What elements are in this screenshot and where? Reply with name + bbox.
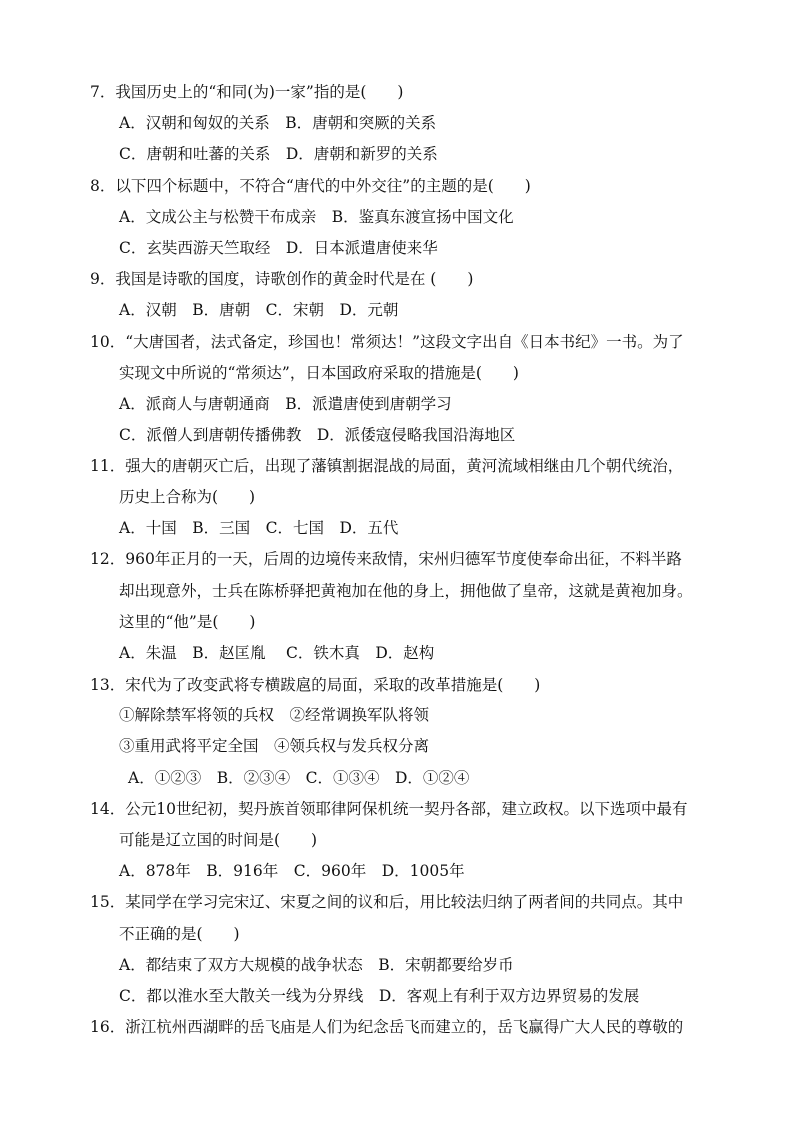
- question-number: 15．: [90, 893, 126, 911]
- question-7-option-line: C．唐朝和吐蕃的关系 D．唐朝和新罗的关系: [119, 145, 438, 163]
- question-number: 8．: [90, 177, 116, 195]
- question-15-option-line: A．都结束了双方大规模的战争状态 B．宋朝都要给岁币: [119, 956, 514, 974]
- question-text: 我国是诗歌的国度，诗歌创作的黄金时代是在 ( ): [115, 270, 474, 288]
- question-9-option-line: A．汉朝 B．唐朝 C．宋朝 D．元朝: [119, 301, 399, 319]
- question-16-stem: [90, 1017, 683, 1037]
- question-14-stem-continued: 可能是辽立国的时间是( ): [119, 831, 318, 849]
- question-15-stem-continued: 不正确的是( ): [119, 925, 240, 943]
- question-12-option-line: A．朱温 B．赵匡胤 C．铁木真 D．赵构: [119, 644, 435, 662]
- question-8-option-line: A．文成公主与松赞干布成亲 B．鉴真东渡宣扬中国文化: [119, 208, 514, 226]
- question-number: 10．: [90, 333, 126, 351]
- question-text: 我国历史上的“和同(为)一家”指的是( ): [115, 83, 404, 101]
- question-12-stem-continued: 却出现意外，士兵在陈桥驿把黄袍加在他的身上，拥他做了皇帝，这就是黄袍加身。: [119, 582, 693, 600]
- question-number: 14．: [90, 800, 126, 818]
- question-number: 13．: [90, 676, 126, 694]
- question-text: 公元10世纪初，契丹族首领耶律阿保机统一契丹各部，建立政权。以下选项中最有: [125, 800, 688, 818]
- question-7-option-line: A．汉朝和匈奴的关系 B．唐朝和突厥的关系: [119, 114, 437, 132]
- question-15-stem: [90, 892, 683, 912]
- question-11-stem: [90, 456, 683, 476]
- question-text: 浙江杭州西湖畔的岳飞庙是人们为纪念岳飞而建立的，岳飞赢得广大人民的尊敬的: [125, 1018, 684, 1036]
- question-14-option-line: A．878年 B．916年 C．960年 D．1005年: [119, 862, 465, 880]
- question-13-option-line: A．①②③ B．②③④ C．①③④ D．①②④: [128, 769, 470, 787]
- question-text: 某同学在学习完宋辽、宋夏之间的议和后，用比较法归纳了两者间的共同点。其中: [125, 893, 684, 911]
- question-number: 11．: [90, 457, 126, 475]
- question-9-stem: [90, 269, 473, 289]
- question-text: 960年正月的一天，后周的边境传来敌情，宋州归德军节度使奉命出征，不料半路: [125, 550, 682, 568]
- question-14-stem: [90, 799, 687, 819]
- question-10-option-line: C．派僧人到唐朝传播佛教 D．派倭寇侵略我国沿海地区: [119, 426, 516, 444]
- question-text: 以下四个标题中，不符合“唐代的中外交往”的主题的是( ): [115, 177, 531, 195]
- question-13-statement-line: ③重用武将平定全国 ④领兵权与发兵权分离: [119, 737, 430, 755]
- question-15-option-line: C．都以淮水至大散关一线为分界线 D．客观上有利于双方边界贸易的发展: [119, 987, 640, 1005]
- question-number: 7．: [90, 83, 116, 101]
- question-8-option-line: C．玄奘西游天竺取经 D．日本派遣唐使来华: [119, 239, 438, 257]
- question-text: 宋代为了改变武将专横跋扈的局面，采取的改革措施是( ): [125, 676, 541, 694]
- question-number: 12．: [90, 550, 126, 568]
- question-12-stem: [90, 549, 682, 569]
- question-11-option-line: A．十国 B．三国 C．七国 D．五代: [119, 519, 399, 537]
- question-text: 强大的唐朝灭亡后，出现了藩镇割据混战的局面，黄河流域相继由几个朝代统治，: [125, 457, 684, 475]
- question-10-stem-continued: 实现文中所说的“常须达”，日本国政府采取的措施是( ): [119, 364, 519, 382]
- question-10-stem: [90, 332, 684, 352]
- question-12-stem-continued: 这里的“他”是( ): [119, 613, 256, 631]
- question-13-stem: [90, 675, 540, 695]
- question-8-stem: [90, 176, 531, 196]
- question-7-stem: [90, 82, 403, 102]
- question-text: “大唐国者，法式备定，珍国也！常须达！”这段文字出自《日本书纪》一书。为了: [125, 333, 684, 351]
- question-number: 16．: [90, 1018, 126, 1036]
- question-13-statement-line: ①解除禁军将领的兵权 ②经常调换军队将领: [119, 706, 430, 724]
- question-11-stem-continued: 历史上合称为( ): [119, 488, 256, 506]
- question-number: 9．: [90, 270, 116, 288]
- question-10-option-line: A．派商人与唐朝通商 B．派遣唐使到唐朝学习: [119, 395, 452, 413]
